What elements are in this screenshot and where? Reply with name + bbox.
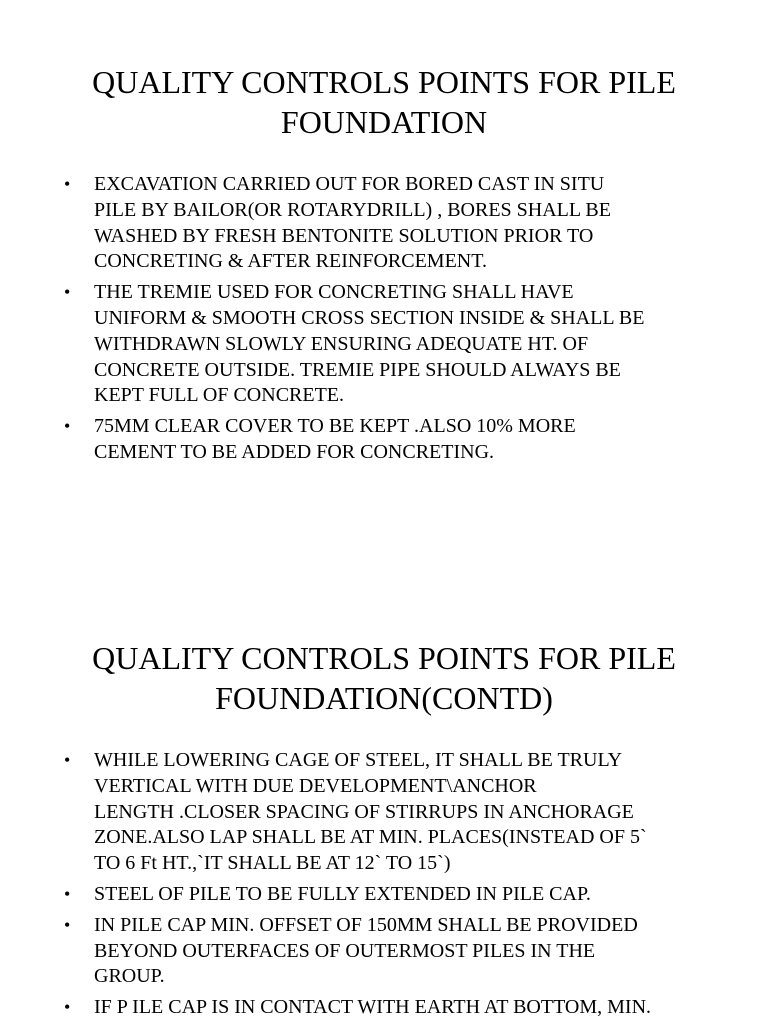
bullet-dot-icon: • bbox=[64, 883, 71, 904]
bullet-dot-icon: • bbox=[64, 914, 71, 935]
bullet-item bbox=[0, 414, 768, 466]
bullet-item bbox=[0, 882, 768, 908]
bullet-dot-icon: • bbox=[64, 174, 71, 194]
bullet-text: EXCAVATION CARRIED OUT FOR BORED CAST IN SITU PILE BY BAILOR(OR ROTARYDRILL) , BORES SHALL BE WASHED BY FRESH BENTONITE SOLUTION PRIOR TO CONCRETING & AFTER REINFORCEMENT. bbox=[94, 173, 611, 273]
bullet-text: IN PILE CAP MIN. OFFSET OF 150MM SHALL BE PROVIDED BEYOND OUTERFACES OF OUTERMOST PILES IN THE GROUP. bbox=[94, 913, 638, 988]
bullet-text: IF P ILE CAP IS IN CONTACT WITH EARTH AT BOTTOM, MIN. bbox=[94, 996, 652, 1019]
bullet-text: THE TREMIE USED FOR CONCRETING SHALL HAVE UNIFORM & SMOOTH CROSS SECTION INSIDE & SHALL BE WITHDRAWN SLOWLY ENSURING ADEQUATE HT. OF CONCRETE OUTSIDE. TREMIE PIPE SHOULD ALWAYS BE KEPT FULL OF CONCRETE. bbox=[94, 281, 645, 407]
bullet-text: WHILE LOWERING CAGE OF STEEL, IT SHALL BE TRULY VERTICAL WITH DUE DEVELOPMENT\ANCHOR LENGTH .CLOSER SPACING OF STIRRUPS IN ANCHORAGE ZONE.ALSO LAP SHALL BE AT MIN. PLACES(INSTEAD OF 5` TO 6 Ft HT.,`IT SHALL BE AT 12` TO 15`) bbox=[94, 749, 647, 875]
bullet-text: 75MM CLEAR COVER TO BE KEPT .ALSO 10% MORE CEMENT TO BE ADDED FOR CONCRETING. bbox=[94, 415, 576, 463]
bullet-dot-icon: • bbox=[64, 997, 71, 1018]
bullet-dot-icon: • bbox=[64, 282, 71, 303]
bullet-dot-icon: • bbox=[64, 416, 71, 437]
slide-2 bbox=[0, 576, 768, 1024]
bullet-item bbox=[0, 913, 768, 990]
bullet-text: STEEL OF PILE TO BE FULLY EXTENDED IN PILE CAP. bbox=[94, 882, 591, 905]
bullet-item bbox=[0, 172, 768, 275]
bullet-list bbox=[0, 748, 768, 1026]
bullet-item bbox=[0, 748, 768, 877]
slide-title: QUALITY CONTROLS POINTS FOR PILE FOUNDATION bbox=[92, 64, 676, 140]
bullet-list bbox=[0, 172, 768, 471]
slide-title: QUALITY CONTROLS POINTS FOR PILE FOUNDATION(CONTD) bbox=[92, 640, 676, 716]
bullet-item bbox=[0, 995, 768, 1021]
bullet-item bbox=[0, 280, 768, 409]
bullet-dot-icon: • bbox=[64, 750, 71, 770]
